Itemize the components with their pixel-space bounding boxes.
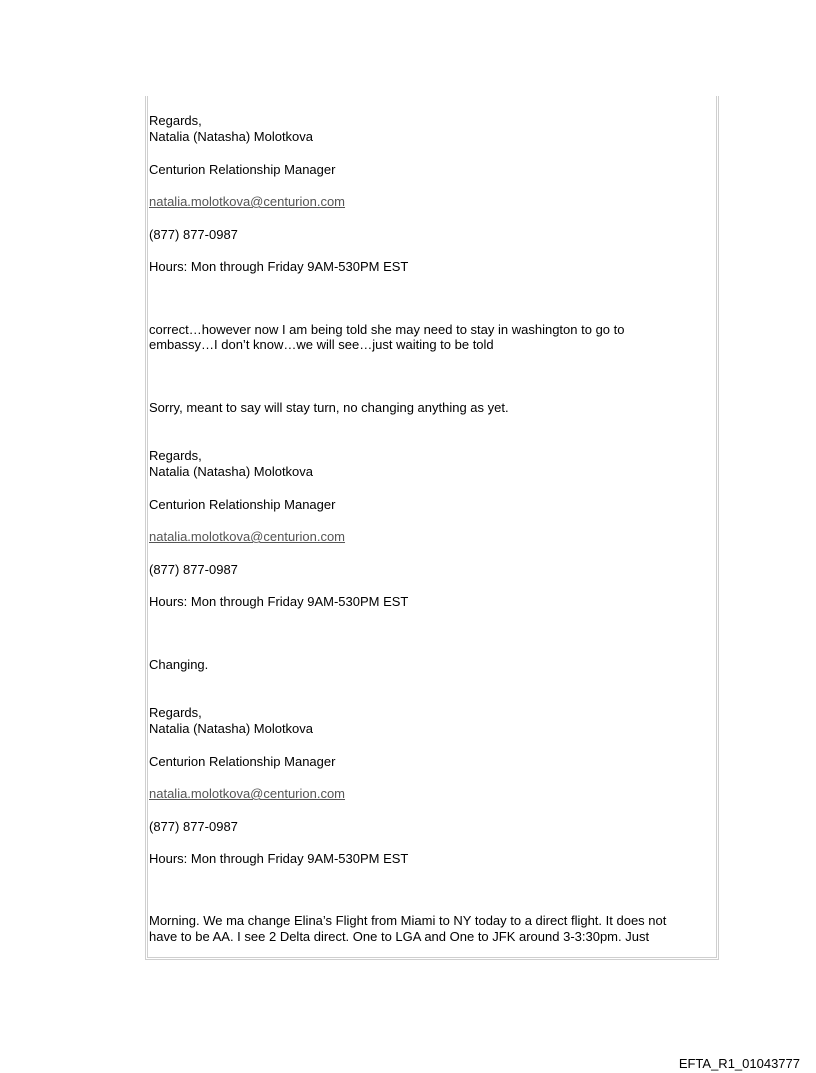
signature-regards: Regards, — [149, 705, 202, 720]
signature-name: Natalia (Natasha) Molotkova — [149, 464, 314, 479]
message-text: correct…however now I am being told she may need to stay in washington to go to — [149, 322, 625, 337]
signature-hours: Hours: Mon through Friday 9AM-530PM EST — [149, 851, 409, 866]
signature-name: Natalia (Natasha) Molotkova — [149, 721, 314, 736]
signature-hours: Hours: Mon through Friday 9AM-530PM EST — [149, 259, 409, 274]
signature-phone: (877) 877-0987 — [149, 227, 238, 242]
signature-phone: (877) 877-0987 — [149, 562, 238, 577]
signature-regards: Regards, — [149, 113, 202, 128]
signature-title: Centurion Relationship Manager — [149, 754, 336, 769]
message-text: Changing. — [149, 657, 209, 672]
signature-name: Natalia (Natasha) Molotkova — [149, 129, 314, 144]
signature-regards: Regards, — [149, 448, 202, 463]
signature-email-link[interactable]: natalia.molotkova@centurion.com — [149, 786, 346, 801]
message-text: Sorry, meant to say will stay turn, no changing anything as yet. — [149, 400, 509, 415]
bates-number: EFTA_R1_01043777 — [678, 1056, 800, 1071]
message-text: Morning. We ma change Elina’s Flight from Miami to NY today to a direct flight. It does not — [149, 913, 667, 928]
signature-email-link[interactable]: natalia.molotkova@centurion.com — [149, 194, 346, 209]
signature-title: Centurion Relationship Manager — [149, 497, 336, 512]
signature-title: Centurion Relationship Manager — [149, 162, 336, 177]
signature-hours: Hours: Mon through Friday 9AM-530PM EST — [149, 594, 409, 609]
signature-phone: (877) 877-0987 — [149, 819, 238, 834]
signature-email-link[interactable]: natalia.molotkova@centurion.com — [149, 529, 346, 544]
message-text: embassy…I don’t know…we will see…just waiting to be told — [149, 337, 494, 352]
message-text: have to be AA. I see 2 Delta direct. One to LGA and One to JFK around 3-3:30pm. Just — [149, 929, 650, 944]
